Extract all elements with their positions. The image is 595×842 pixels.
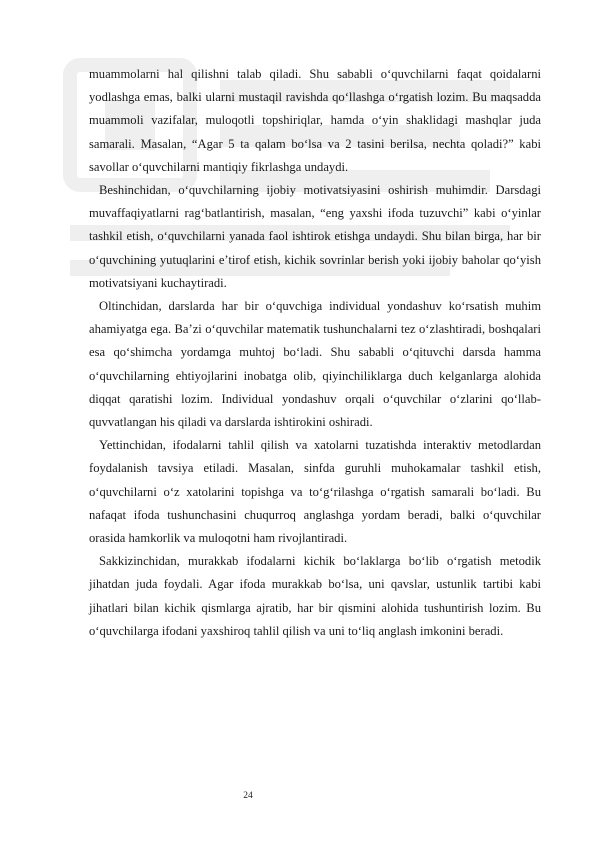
document-body [89,63,541,643]
page-number: 24 [243,791,253,801]
paragraph-3: Oltinchidan, darslarda har bir o‘quvchiga individual yondashuv ko‘rsatish muhim ahamiyatga ega. Ba’zi o‘quvchilar matematik tushunchalarni tez o‘zlashtiradi, boshqalari esa qo‘shimcha yordamga muhtoj bo‘ladi. Shu sababli o‘qituvchi darsda hamma o‘quvchilarning ehtiyojlarini inobatga olib, qiyinchiliklarga duch kelganlarga alohida diqqat qaratishi lozim. Individual yondashuv orqali o‘quvchilar o‘zlarini qo‘llab-quvvatlangan his qiladi va darslarda ishtirokini oshiradi. [89,299,541,430]
paragraph-1: muammolarni hal qilishni talab qiladi. Shu sababli o‘quvchilarni faqat qoidalarni yodlashga emas, balki ularni mustaqil ravishda qo‘llashga o‘rgatish lozim. Bu maqsadda muammoli vazifalar, muloqotli topshiriqlar, hamda o‘yin shaklidagi mashqlar juda samarali. Masalan, “Agar 5 ta qalam bo‘lsa va 2 tasini berilsa, nechta qoladi?” kabi savollar o‘quvchilarni mantiqiy fikrlashga undaydi. [89,67,541,174]
paragraph-4: Yettinchidan, ifodalarni tahlil qilish va xatolarni tuzatishda interaktiv metodlardan foydalanish tavsiya etiladi. Masalan, sinfda guruhli muhokamalar tashkil etish, o‘quvchilarni o‘z xatolarini topishga va to‘g‘rilashga o‘rgatish samarali bo‘ladi. Bu nafaqat ifoda tushunchasini chuqurroq anglashga yordam beradi, balki o‘quvchilar orasida hamkorlik va muloqotni ham rivojlantiradi. [89,438,541,546]
paragraph-5: Sakkizinchidan, murakkab ifodalarni kichik bo‘laklarga bo‘lib o‘rgatish metodik jihatdan juda foydali. Agar ifoda murakkab bo‘lsa, uni qavslar, ustunlik tartibi kabi jihatlari bilan kichik qismlarga ajratib, har bir qismini alohida tushuntirish lozim. Bu o‘quvchilarga ifodani yaxshiroq tahlil qilish va uni to‘liq anglash imkonini beradi. [89,554,541,638]
paragraph-2: Beshinchidan, o‘quvchilarning ijobiy motivatsiyasini oshirish muhimdir. Darsdagi muvaffaqiyatlarni rag‘batlantirish, masalan, “eng yaxshi ifoda tuzuvchi” kabi o‘yinlar tashkil etish, o‘quvchilarni yanada faol ishtirok etishga undaydi. Shu bilan birga, har bir o‘quvchining yutuqlarini e’tirof etish, kichik sovrinlar berish yoki ijobiy baholar qo‘yish motivatsiyani kuchaytiradi. [89,183,541,290]
